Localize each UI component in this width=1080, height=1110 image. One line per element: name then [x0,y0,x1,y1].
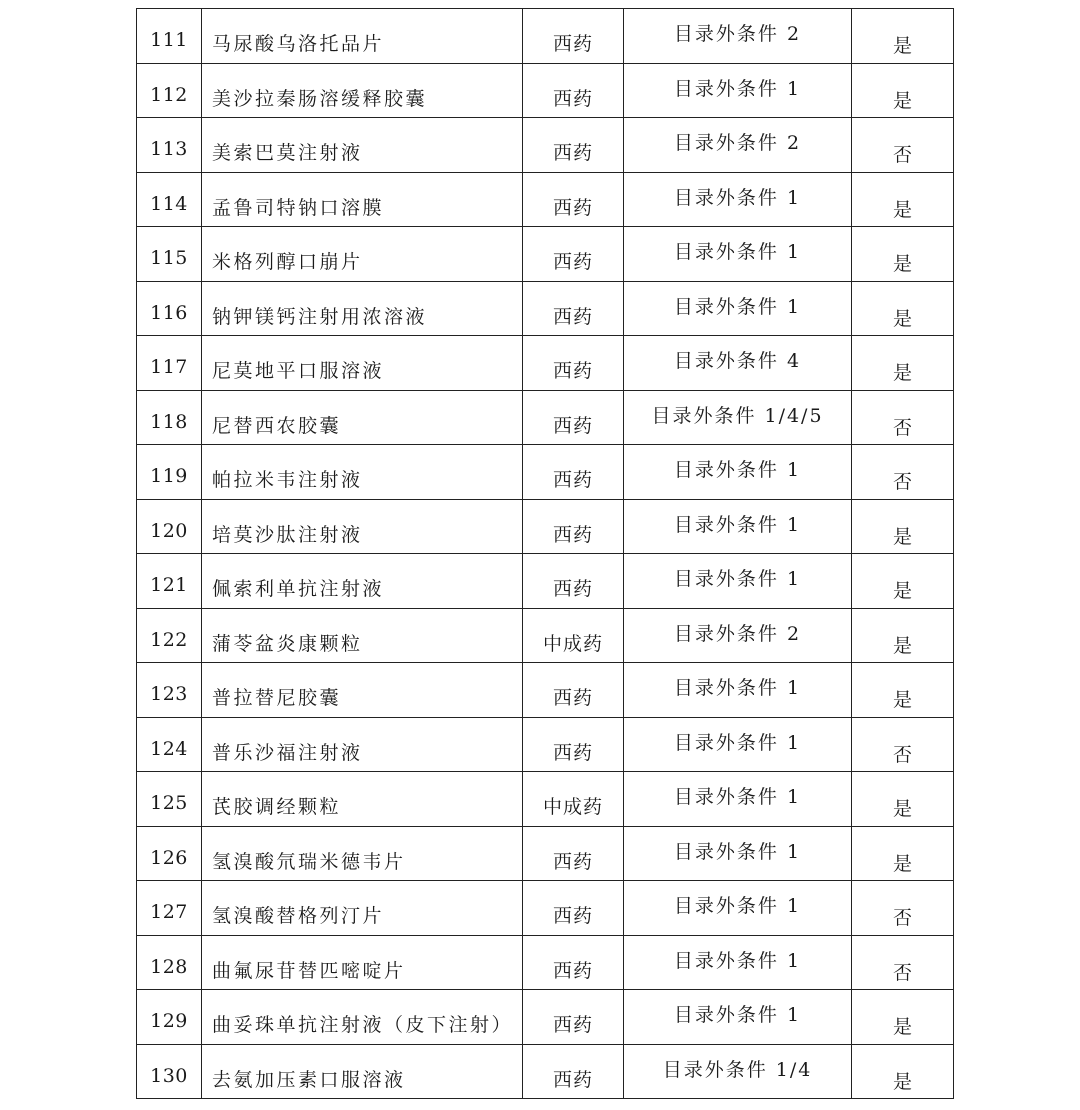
flag-cell: 是 [852,554,954,609]
table-row [137,990,954,1045]
row-number-cell: 114 [137,172,202,227]
table-row [137,172,954,227]
drug-name-cell: 帕拉米韦注射液 [202,445,523,500]
flag-cell: 是 [852,608,954,663]
flag-cell: 否 [852,445,954,500]
flag-cell: 否 [852,390,954,445]
flag-cell: 是 [852,663,954,718]
drug-name-cell: 曲氟尿苷替匹嘧啶片 [202,935,523,990]
flag-cell: 是 [852,63,954,118]
drug-name-cell: 蒲苓盆炎康颗粒 [202,608,523,663]
table-row [137,118,954,173]
drug-type-cell: 西药 [523,281,624,336]
condition-cell: 目录外条件 1 [624,881,852,936]
drug-type-cell: 西药 [523,499,624,554]
condition-cell: 目录外条件 2 [624,608,852,663]
condition-cell: 目录外条件 1 [624,281,852,336]
row-number-cell: 122 [137,608,202,663]
flag-cell: 否 [852,881,954,936]
row-number-cell: 129 [137,990,202,1045]
flag-cell: 是 [852,227,954,282]
row-number-cell: 112 [137,63,202,118]
drug-type-cell: 西药 [523,935,624,990]
row-number-cell: 120 [137,499,202,554]
table-row [137,390,954,445]
drug-type-cell: 西药 [523,390,624,445]
row-number-cell: 119 [137,445,202,500]
table-row [137,336,954,391]
condition-cell: 目录外条件 2 [624,9,852,64]
row-number-cell: 115 [137,227,202,282]
drug-type-cell: 西药 [523,663,624,718]
drug-type-cell: 西药 [523,63,624,118]
drug-list-table-container [136,8,953,1099]
row-number-cell: 113 [137,118,202,173]
drug-type-cell: 西药 [523,717,624,772]
flag-cell: 否 [852,717,954,772]
flag-cell: 是 [852,9,954,64]
table-row [137,554,954,609]
drug-name-cell: 曲妥珠单抗注射液（皮下注射） [202,990,523,1045]
drug-name-cell: 普拉替尼胶囊 [202,663,523,718]
drug-type-cell: 西药 [523,445,624,500]
condition-cell: 目录外条件 1 [624,935,852,990]
drug-list-table [136,8,954,1099]
drug-name-cell: 普乐沙福注射液 [202,717,523,772]
drug-type-cell: 西药 [523,1044,624,1099]
drug-name-cell: 米格列醇口崩片 [202,227,523,282]
table-row [137,63,954,118]
row-number-cell: 123 [137,663,202,718]
flag-cell: 是 [852,990,954,1045]
drug-type-cell: 西药 [523,336,624,391]
drug-name-cell: 去氨加压素口服溶液 [202,1044,523,1099]
condition-cell: 目录外条件 1 [624,172,852,227]
drug-name-cell: 美索巴莫注射液 [202,118,523,173]
drug-type-cell: 西药 [523,826,624,881]
condition-cell: 目录外条件 1 [624,717,852,772]
condition-cell: 目录外条件 2 [624,118,852,173]
condition-cell: 目录外条件 1 [624,445,852,500]
table-row [137,281,954,336]
table-row [137,499,954,554]
drug-name-cell: 尼莫地平口服溶液 [202,336,523,391]
table-row [137,663,954,718]
flag-cell: 是 [852,172,954,227]
table-row [137,826,954,881]
drug-type-cell: 西药 [523,990,624,1045]
drug-name-cell: 孟鲁司特钠口溶膜 [202,172,523,227]
condition-cell: 目录外条件 4 [624,336,852,391]
drug-name-cell: 钠钾镁钙注射用浓溶液 [202,281,523,336]
row-number-cell: 117 [137,336,202,391]
flag-cell: 是 [852,826,954,881]
condition-cell: 目录外条件 1 [624,990,852,1045]
condition-cell: 目录外条件 1 [624,554,852,609]
drug-type-cell: 西药 [523,554,624,609]
flag-cell: 是 [852,1044,954,1099]
row-number-cell: 116 [137,281,202,336]
table-row [137,1044,954,1099]
flag-cell: 是 [852,499,954,554]
table-row [137,772,954,827]
table-row [137,445,954,500]
row-number-cell: 126 [137,826,202,881]
row-number-cell: 127 [137,881,202,936]
flag-cell: 是 [852,772,954,827]
drug-name-cell: 氢溴酸替格列汀片 [202,881,523,936]
table-row [137,9,954,64]
drug-name-cell: 培莫沙肽注射液 [202,499,523,554]
row-number-cell: 121 [137,554,202,609]
drug-type-cell: 西药 [523,172,624,227]
drug-type-cell: 西药 [523,9,624,64]
drug-name-cell: 尼替西农胶囊 [202,390,523,445]
row-number-cell: 125 [137,772,202,827]
condition-cell: 目录外条件 1 [624,227,852,282]
condition-cell: 目录外条件 1/4 [624,1044,852,1099]
drug-name-cell: 马尿酸乌洛托品片 [202,9,523,64]
drug-type-cell: 西药 [523,881,624,936]
drug-list-table-body [137,9,954,1099]
condition-cell: 目录外条件 1 [624,63,852,118]
flag-cell: 是 [852,336,954,391]
condition-cell: 目录外条件 1 [624,663,852,718]
drug-type-cell: 西药 [523,118,624,173]
condition-cell: 目录外条件 1/4/5 [624,390,852,445]
flag-cell: 是 [852,281,954,336]
table-row [137,227,954,282]
table-row [137,881,954,936]
table-row [137,608,954,663]
table-row [137,935,954,990]
row-number-cell: 128 [137,935,202,990]
drug-name-cell: 氢溴酸氘瑞米德韦片 [202,826,523,881]
drug-name-cell: 芪胶调经颗粒 [202,772,523,827]
condition-cell: 目录外条件 1 [624,499,852,554]
drug-type-cell: 中成药 [523,772,624,827]
row-number-cell: 130 [137,1044,202,1099]
condition-cell: 目录外条件 1 [624,826,852,881]
table-row [137,717,954,772]
drug-name-cell: 美沙拉秦肠溶缓释胶囊 [202,63,523,118]
condition-cell: 目录外条件 1 [624,772,852,827]
row-number-cell: 118 [137,390,202,445]
drug-type-cell: 中成药 [523,608,624,663]
flag-cell: 否 [852,935,954,990]
row-number-cell: 124 [137,717,202,772]
drug-name-cell: 佩索利单抗注射液 [202,554,523,609]
flag-cell: 否 [852,118,954,173]
row-number-cell: 111 [137,9,202,64]
drug-type-cell: 西药 [523,227,624,282]
